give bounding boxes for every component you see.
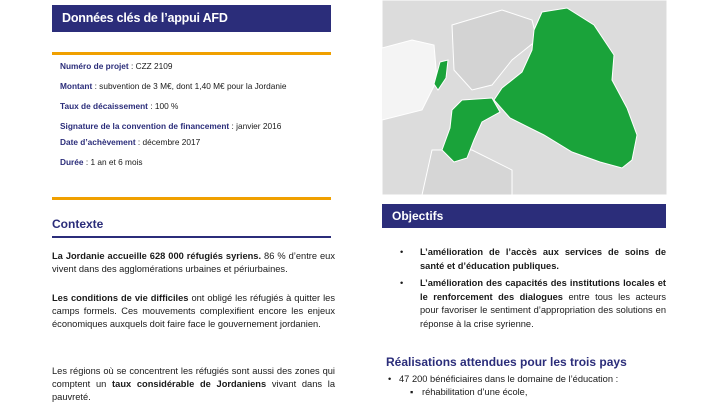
objectif-bold: L’amélioration de l’accès aux services de soins de santé et d’éducation publiques. [420, 247, 666, 271]
contexte-p1-text: 86 % d’entre eux vivent dans des agglomérations urbaines et périurbaines. [52, 251, 336, 274]
key-data-value: : subvention de 3 M€, dont 1,40 M€ pour la Jordanie [92, 81, 287, 91]
contexte-p2-text: ont obligé les réfugiés à quitter les camps formels. Ces mouvements complexifient encore les enjeux économiques auxquels doit faire face le gouvernement jordanien. [52, 293, 335, 329]
realisation-text: 47 200 bénéficiaires dans le domaine de l’éducation : [399, 374, 619, 384]
key-data-value: : janvier 2016 [229, 121, 282, 131]
key-data-row [60, 137, 326, 148]
key-data-value: : 100 % [147, 101, 179, 111]
region-map [382, 0, 667, 195]
key-data-value: : CZZ 2109 [128, 61, 173, 71]
square-bullet-icon: ▪ [410, 387, 414, 397]
key-data-label: Numéro de projet [60, 61, 129, 71]
contexte-paragraph-3 [52, 365, 335, 404]
key-data-top-rule [52, 52, 331, 55]
list-item [388, 386, 668, 399]
realisation-sub-text: réhabilitation d’une école, [422, 387, 528, 397]
contexte-p3-text: Les régions où se concentrent les réfugiés sont aussi des zones qui comptent un [52, 366, 335, 389]
contexte-p3-bold: taux considérable de Jordaniens [112, 379, 267, 389]
objectif-text: entre tous les acteurs pour favoriser le sentiment d’appropriation des solutions en réponse à la crise syrienne. [420, 291, 666, 329]
contexte-p1-bold: La Jordanie accueille 628 000 réfugiés syriens. [52, 251, 262, 261]
bullet-icon: • [400, 247, 404, 257]
objectifs-title: Objectifs [392, 209, 444, 223]
objectif-bold: L’amélioration des capacités des institutions locales et le renforcement des dialogues [420, 278, 666, 302]
list-item [400, 246, 666, 273]
realisations-list [388, 373, 668, 399]
key-data-bottom-rule [52, 197, 331, 200]
key-data-box [60, 61, 326, 177]
contexte-heading: Contexte [52, 217, 104, 231]
key-data-label: Montant [60, 81, 93, 91]
bullet-icon: • [400, 278, 404, 288]
contexte-paragraph-2 [52, 292, 335, 331]
contexte-paragraph-1 [52, 250, 335, 276]
key-data-value: : décembre 2017 [135, 137, 201, 147]
key-data-row [60, 61, 326, 72]
map-svg [382, 0, 667, 195]
key-data-label: Taux de décaissement [60, 101, 148, 111]
contexte-rule [52, 236, 331, 238]
objectifs-list [400, 246, 666, 335]
bullet-icon: • [388, 374, 400, 384]
key-data-row [60, 101, 326, 112]
key-data-value: : 1 an et 6 mois [83, 157, 143, 167]
key-data-header [52, 5, 331, 32]
key-data-row [60, 157, 326, 168]
key-data-row [60, 121, 326, 132]
objectifs-header [382, 204, 666, 228]
key-data-label: Durée [60, 157, 84, 167]
key-data-title: Données clés de l’appui AFD [62, 11, 228, 25]
key-data-label: Signature de la convention de financement [60, 121, 230, 131]
key-data-label: Date d’achèvement [60, 137, 136, 147]
list-item [388, 373, 668, 386]
contexte-p2-bold: Les conditions de vie difficiles [52, 293, 189, 303]
key-data-row [60, 81, 326, 92]
list-item [400, 277, 666, 331]
contexte-p3-end: vivant dans la pauvreté. [52, 379, 335, 402]
realisations-heading: Réalisations attendues pour les trois pays [386, 355, 627, 369]
